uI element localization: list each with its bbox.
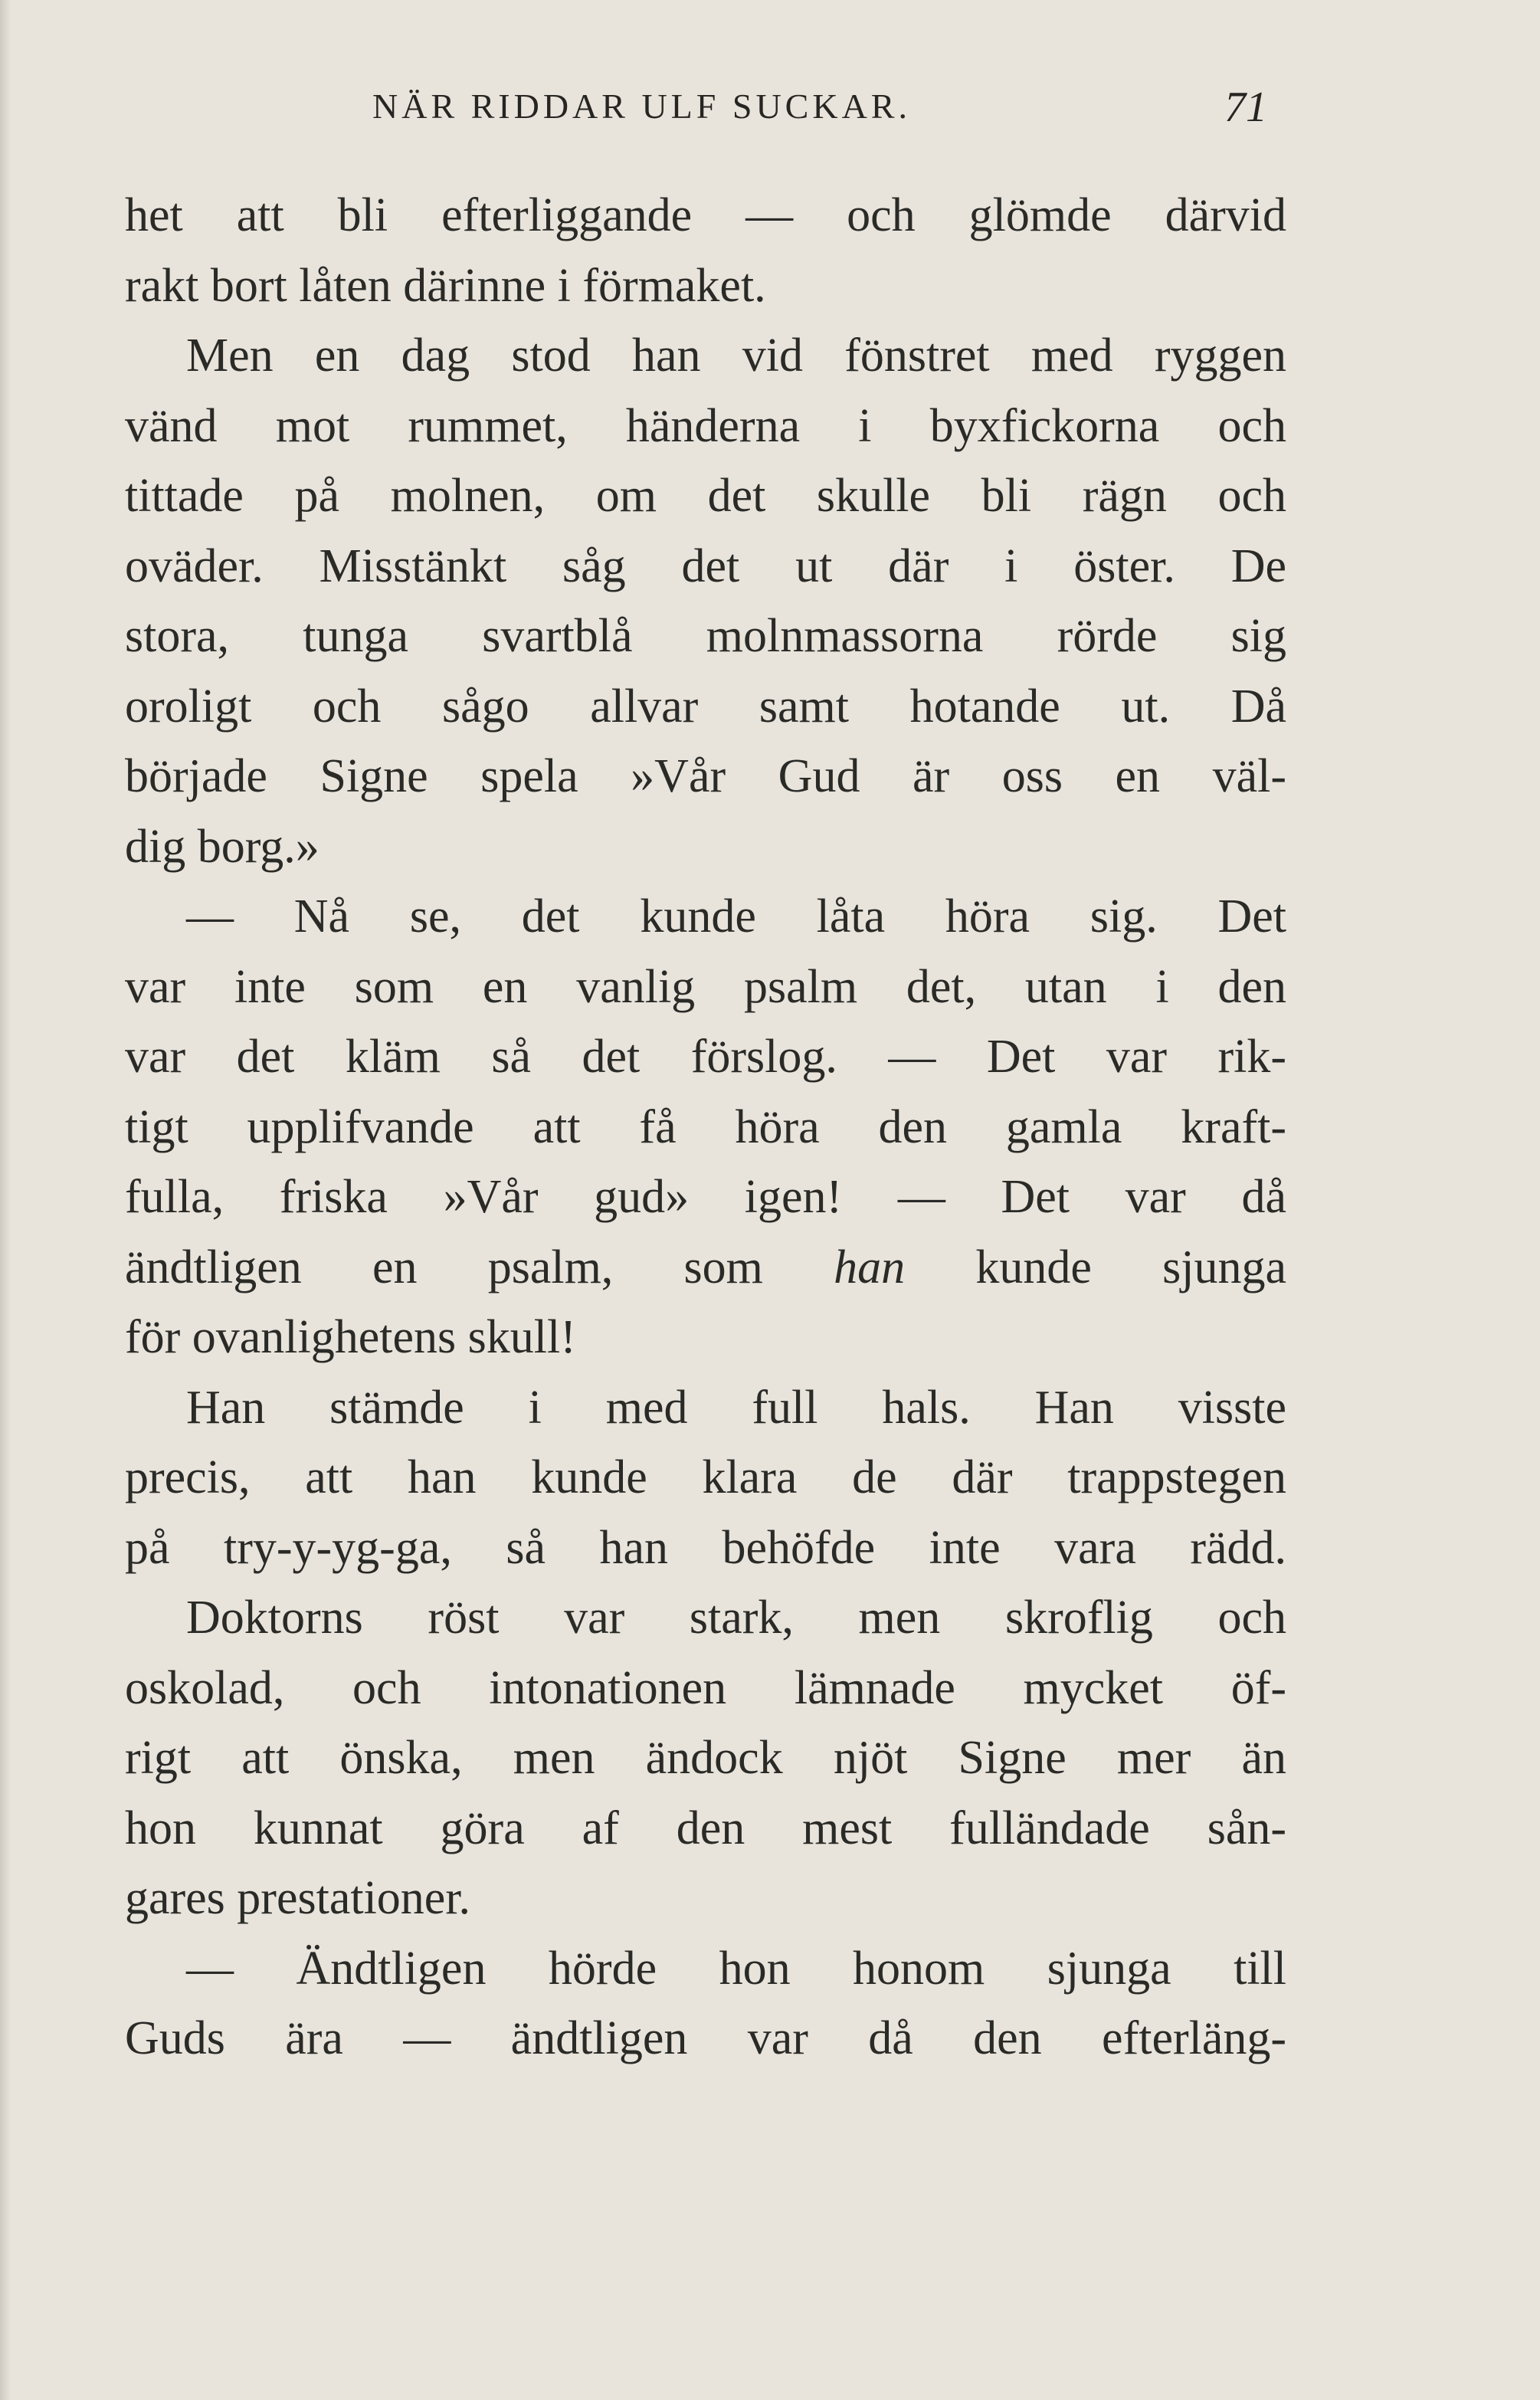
text-line: gares prestationer. [125,1872,471,1924]
text-line: för ovanlighetens skull! [125,1311,576,1363]
text-line: Han stämde i med full hals. Han visste [186,1381,1286,1434]
text-line: het att bli efterliggande — och glömde därvid [125,189,1286,241]
text-line: började Signe spela »Vår Gud är oss en väl- [125,750,1286,802]
page-edge [0,0,11,2400]
text-line: — Nå se, det kunde låta höra sig. Det [186,890,1286,943]
text-line: oskolad, och intonationen lämnade mycket öf- [125,1661,1286,1714]
text-line: Doktorns röst var stark, men skroflig och [186,1592,1286,1644]
text-line: tigt upplifvande att få höra den gamla kraft- [125,1100,1286,1153]
text-line-with-emphasis [125,1233,1286,1303]
text-line: fulla, friska »Vår gud» igen! — Det var då [125,1171,1286,1223]
text-line: var inte som en vanlig psalm det, utan i den [125,960,1286,1013]
line-segment: ändtligen en psalm, som [125,1241,834,1293]
text-line: rigt att önska, men ändock njöt Signe mer än [125,1732,1286,1784]
text-line: stora, tunga svartblå molnmassorna rörde sig [125,610,1286,662]
text-line: — Ändtligen hörde hon honom sjunga till [186,1942,1286,1995]
text-line: på try-y-yg-ga, så han behöfde inte vara rädd. [125,1521,1286,1574]
page-number: 71 [1224,84,1267,131]
text-line: rakt bort låten därinne i förmaket. [125,259,766,312]
running-title: NÄR RIDDAR ULF SUCKAR. [372,87,911,126]
text-line: vänd mot rummet, händerna i byxfickorna och [125,399,1286,452]
text-line: dig borg.» [125,820,319,873]
text-line: oväder. Misstänkt såg det ut där i öster. De [125,539,1286,592]
body-text [125,181,1286,2074]
text-line: var det kläm så det förslog. — Det var rik- [125,1031,1286,1083]
line-segment: kunde sjunga [905,1241,1286,1293]
text-line: Guds ära — ändtligen var då den efterläng- [125,2012,1286,2064]
text-line: Men en dag stod han vid fönstret med ryggen [186,330,1286,382]
text-line: hon kunnat göra af den mest fulländade sån- [125,1802,1286,1854]
text-line: precis, att han kunde klara de där trappstegen [125,1451,1286,1503]
text-line: oroligt och sågo allvar samt hotande ut. Då [125,680,1286,733]
emphasized-word: han [834,1241,906,1293]
text-line: tittade på molnen, om det skulle bli rägn och [125,470,1286,522]
